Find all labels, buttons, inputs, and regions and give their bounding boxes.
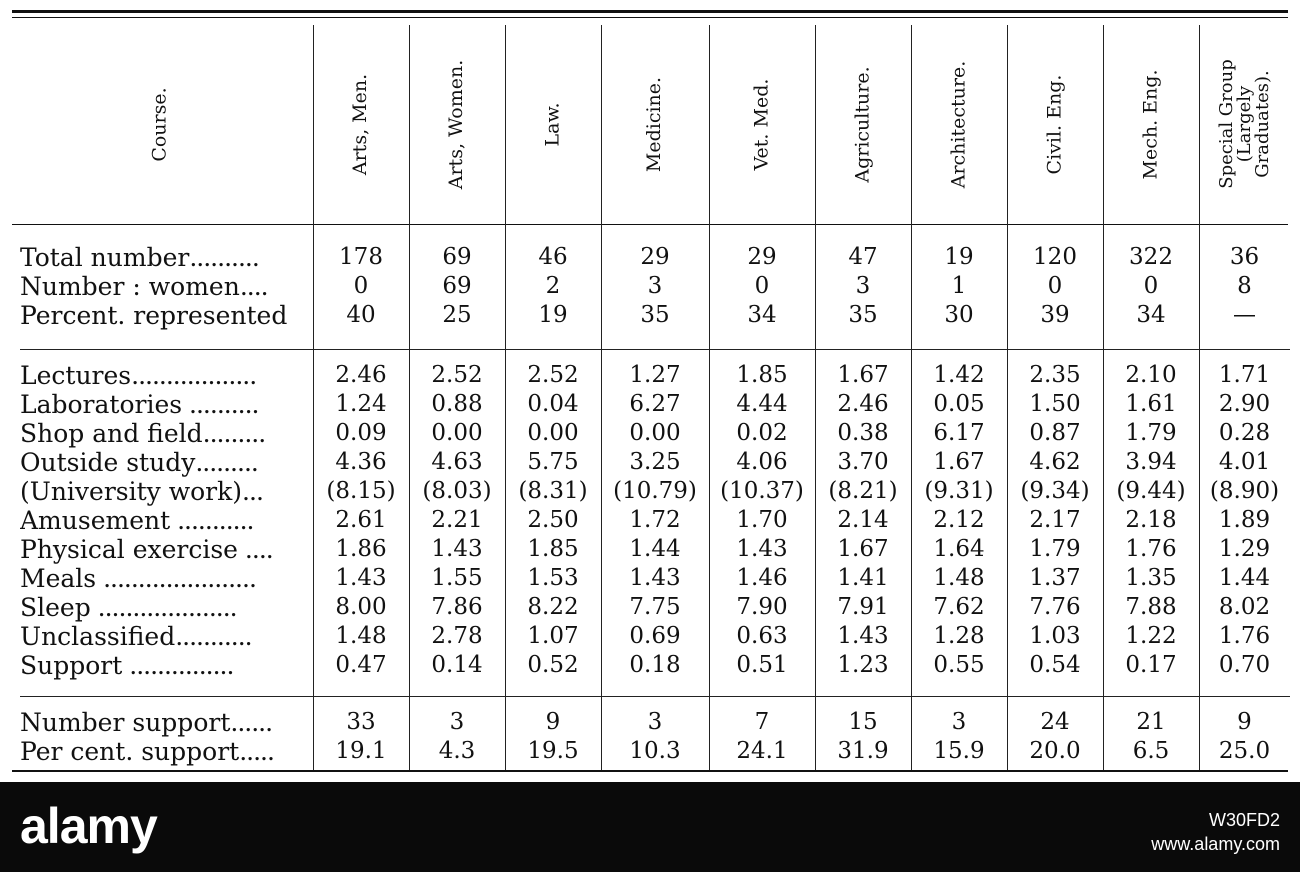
table-cell: 2.17 <box>1029 507 1081 533</box>
alamy-link: www.alamy.com <box>1151 834 1280 854</box>
table-cell: 69 <box>442 244 472 270</box>
column-header-label: Agriculture. <box>851 65 874 183</box>
row-label-meals <box>20 564 312 593</box>
table-cell: 1.48 <box>933 565 985 591</box>
top-rule <box>12 10 1288 13</box>
row-label-text: Number : women <box>20 272 240 301</box>
table-cell: (9.31) <box>924 478 994 504</box>
table-cell: 2 <box>545 273 561 299</box>
column-header-label: Special Group (Largely Graduates). <box>1215 59 1273 189</box>
table-cell: 8 <box>1237 273 1252 299</box>
table-cell: 3 <box>449 709 465 735</box>
table-cell: 0.69 <box>629 623 681 649</box>
table-cell: 1.76 <box>1125 536 1177 562</box>
table-cell: 0 <box>754 273 770 299</box>
table-cell: 0 <box>353 273 369 299</box>
alamy-image-id <box>1151 808 1280 856</box>
table-cell: 120 <box>1033 244 1077 270</box>
table-cell: 0.14 <box>431 652 483 678</box>
table-cell: 1.79 <box>1125 420 1177 446</box>
table-cell: 4.06 <box>736 449 788 475</box>
column-header-medicine <box>601 25 709 223</box>
watermark-bar <box>0 782 1300 872</box>
table-cell: 1.89 <box>1218 507 1271 533</box>
table-cell: 7.86 <box>431 594 483 620</box>
table-cell: 19 <box>944 244 974 270</box>
column-header-label: Vet. Med. <box>750 78 773 170</box>
table-cell: 8.02 <box>1218 594 1271 620</box>
table-cell: 2.52 <box>431 362 483 388</box>
table-cell: 1.50 <box>1029 391 1081 417</box>
table-cell: 4.63 <box>431 449 483 475</box>
table-cell: 1.44 <box>1218 565 1271 591</box>
column-header-mech-eng <box>1103 25 1199 223</box>
table-cell: 0.88 <box>431 391 483 417</box>
table-cell: 1.64 <box>933 536 985 562</box>
table-cell: 0 <box>1143 273 1159 299</box>
row-label-text: Shop and field <box>20 419 203 448</box>
row-label-text: Amusement <box>20 506 171 535</box>
row-label-university-work <box>20 477 312 506</box>
leader-dots: .... <box>239 272 268 301</box>
table-cell: 8.00 <box>335 594 387 620</box>
row-label-text: Physical exercise <box>20 535 238 564</box>
table-cell: 1.67 <box>837 362 889 388</box>
table-cell: 1.24 <box>335 391 387 417</box>
table-cell: 7.76 <box>1029 594 1081 620</box>
leader-dots: ........... <box>175 622 252 651</box>
table-cell: 1.86 <box>335 536 387 562</box>
row-label-laboratories <box>20 390 312 419</box>
column-header-label: Law. <box>541 102 564 146</box>
table-cell: (8.31) <box>518 478 588 504</box>
table-cell: 1.41 <box>837 565 889 591</box>
table-cell: 1.48 <box>335 623 387 649</box>
column-header-label: Arts, Women. <box>445 59 468 189</box>
column-header-label: Mech. Eng. <box>1139 69 1162 179</box>
table-cell: 1.43 <box>335 565 387 591</box>
table-cell: 3.70 <box>837 449 889 475</box>
table-cell: 31.9 <box>837 738 889 764</box>
table-cell: 1.55 <box>431 565 483 591</box>
table-cell: 2.35 <box>1029 362 1081 388</box>
row-label-lectures <box>20 361 312 390</box>
leader-dots: .................. <box>131 361 257 390</box>
table-cell: 1.53 <box>527 565 579 591</box>
table-cell: 0.63 <box>736 623 788 649</box>
column-header-law <box>505 25 601 223</box>
table-cell: 0.00 <box>527 420 579 446</box>
row-label-text: Sleep <box>20 593 91 622</box>
table-cell: 2.12 <box>933 507 985 533</box>
table-cell: 9 <box>1237 709 1252 735</box>
table-cell: 1.85 <box>527 536 579 562</box>
table-cell: 40 <box>346 302 376 328</box>
table-cell: 21 <box>1136 709 1166 735</box>
table-cell: 39 <box>1040 302 1070 328</box>
table-cell: 6.5 <box>1132 738 1170 764</box>
row-label-text: Lectures <box>20 361 132 390</box>
table-cell: 24.1 <box>736 738 788 764</box>
table-cell: (9.34) <box>1020 478 1090 504</box>
bottom-rule <box>12 770 1288 772</box>
row-label-text: Per cent. support <box>20 737 240 766</box>
table-cell: 0.09 <box>335 420 387 446</box>
table-cell: 1.85 <box>736 362 788 388</box>
table-cell: (9.44) <box>1116 478 1186 504</box>
table-cell: 25 <box>442 302 472 328</box>
column-header-vet-med <box>709 25 815 223</box>
table-cell: 2.46 <box>837 391 889 417</box>
table-cell: 1.43 <box>431 536 483 562</box>
table-cell: 322 <box>1129 244 1173 270</box>
table-cell: 24 <box>1040 709 1070 735</box>
table-cell: 7.91 <box>837 594 889 620</box>
leader-dots: .......... <box>182 390 259 419</box>
table-cell: 36 <box>1229 244 1260 270</box>
course-header <box>20 25 300 223</box>
table-cell: — <box>1233 302 1256 328</box>
leader-dots: ......... <box>195 448 258 477</box>
column-header-agriculture <box>815 25 911 223</box>
column-header-arts-women <box>409 25 505 223</box>
table-cell: 7 <box>754 709 770 735</box>
row-label-support <box>20 651 312 680</box>
table-cell: 2.21 <box>431 507 483 533</box>
column-header-label: Medicine. <box>643 76 666 172</box>
group2-divider <box>20 696 1290 697</box>
group1-divider <box>20 349 1290 350</box>
header-bottom-rule <box>12 224 1288 225</box>
row-label-text: Unclassified <box>20 622 176 651</box>
row-label-outside-study <box>20 448 312 477</box>
table-cell: 0.55 <box>933 652 985 678</box>
row-label-amusement <box>20 506 312 535</box>
table-cell: 9 <box>545 709 561 735</box>
table-cell: 1 <box>951 273 967 299</box>
table-cell: 0 <box>1047 273 1063 299</box>
table-cell: 7.75 <box>629 594 681 620</box>
table-cell: 10.3 <box>629 738 681 764</box>
table-cell: 0.28 <box>1218 420 1271 446</box>
row-label-sleep <box>20 593 312 622</box>
table-cell: 35 <box>848 302 878 328</box>
table-cell: 7.90 <box>736 594 788 620</box>
table-cell: 69 <box>442 273 472 299</box>
leader-dots: ... <box>242 477 263 506</box>
table-cell: 30 <box>944 302 974 328</box>
row-label-text: (University work) <box>20 477 243 506</box>
table-cell: 15 <box>848 709 878 735</box>
table-cell: 6.27 <box>629 391 681 417</box>
alamy-logo: alamy <box>20 798 157 854</box>
table-cell: 1.46 <box>736 565 788 591</box>
table-cell: 1.23 <box>837 652 889 678</box>
table-cell: 1.71 <box>1218 362 1271 388</box>
table-cell: 0.87 <box>1029 420 1081 446</box>
table-cell: 0.02 <box>736 420 788 446</box>
table-cell: 1.37 <box>1029 565 1081 591</box>
table-cell: 3 <box>951 709 967 735</box>
table-cell: 0.38 <box>837 420 889 446</box>
leader-dots: ..... <box>239 737 274 766</box>
table-cell: 19.1 <box>335 738 387 764</box>
table-cell: 8.22 <box>527 594 579 620</box>
table-cell: 1.22 <box>1125 623 1177 649</box>
table-cell: (8.90) <box>1209 478 1280 504</box>
table-cell: 2.78 <box>431 623 483 649</box>
column-header-label: Civil. Eng. <box>1043 74 1066 174</box>
row-label-text: Percent. represented <box>20 301 288 330</box>
table-cell: 0.70 <box>1218 652 1271 678</box>
table-cell: 3.94 <box>1125 449 1177 475</box>
leader-dots: ............... <box>122 651 234 680</box>
table-cell: 0.52 <box>527 652 579 678</box>
row-label-text: Outside study <box>20 448 196 477</box>
column-header-label: Architecture. <box>947 60 970 188</box>
table-cell: 6.17 <box>933 420 985 446</box>
table-cell: 1.67 <box>933 449 985 475</box>
table-cell: 7.62 <box>933 594 985 620</box>
column-header-architecture <box>911 25 1007 223</box>
row-label-shop-and-field <box>20 419 312 448</box>
table-cell: 1.03 <box>1029 623 1081 649</box>
table-cell: (10.79) <box>613 478 697 504</box>
row-label-total-number <box>20 243 312 272</box>
table-cell: 4.3 <box>438 738 476 764</box>
column-header-special-group-largely-graduates <box>1199 25 1290 223</box>
table-cell: 2.90 <box>1218 391 1271 417</box>
row-label-text: Support <box>20 651 123 680</box>
table-cell: 2.10 <box>1125 362 1177 388</box>
column-header-arts-men <box>313 25 409 223</box>
row-label-text: Meals <box>20 564 97 593</box>
image-id: W30FD2 <box>1208 810 1280 830</box>
row-label-unclassified <box>20 622 312 651</box>
row-label-text: Laboratories <box>20 390 183 419</box>
table-cell: 1.61 <box>1125 391 1177 417</box>
row-label-number-support <box>20 708 312 737</box>
table-cell: 4.01 <box>1218 449 1271 475</box>
row-label-physical-exercise <box>20 535 312 564</box>
column-header-civil-eng <box>1007 25 1103 223</box>
table-cell: 1.42 <box>933 362 985 388</box>
table-cell: 25.0 <box>1218 738 1271 764</box>
table-cell: 1.28 <box>933 623 985 649</box>
table-cell: 4.44 <box>736 391 788 417</box>
table-cell: 2.61 <box>335 507 387 533</box>
table-cell: 46 <box>538 244 568 270</box>
table-cell: 0.04 <box>527 391 579 417</box>
table-cell: 1.79 <box>1029 536 1081 562</box>
table-cell: 3.25 <box>629 449 681 475</box>
table-cell: 47 <box>848 244 878 270</box>
table-cell: (8.03) <box>422 478 492 504</box>
table-cell: 34 <box>1136 302 1166 328</box>
table-cell: 3 <box>647 273 663 299</box>
leader-dots: .......... <box>189 243 259 272</box>
leader-dots: .... <box>237 535 273 564</box>
table-cell: 178 <box>339 244 383 270</box>
table-cell: 0.47 <box>335 652 387 678</box>
table-cell: (8.15) <box>326 478 396 504</box>
table-cell: 2.14 <box>837 507 889 533</box>
table-cell: 29 <box>747 244 777 270</box>
table-cell: 1.43 <box>736 536 788 562</box>
table-cell: 7.88 <box>1125 594 1177 620</box>
table-cell: 1.43 <box>837 623 889 649</box>
table-cell: 1.70 <box>736 507 788 533</box>
table-cell: 1.27 <box>629 362 681 388</box>
table-cell: (8.21) <box>828 478 898 504</box>
table-cell: 19.5 <box>527 738 579 764</box>
course-header-label: Course. <box>148 86 171 162</box>
table-cell: 3 <box>855 273 871 299</box>
leader-dots: ........... <box>170 506 254 535</box>
table-cell: 1.67 <box>837 536 889 562</box>
table-cell: 2.50 <box>527 507 579 533</box>
table-cell: 1.07 <box>527 623 579 649</box>
table-cell: 29 <box>640 244 670 270</box>
table-cell: 1.72 <box>629 507 681 533</box>
table-cell: 4.36 <box>335 449 387 475</box>
row-label-text: Total number <box>20 243 190 272</box>
table-cell: (10.37) <box>720 478 804 504</box>
table-cell: 0.51 <box>736 652 788 678</box>
table-cell: 3 <box>647 709 663 735</box>
table-cell: 34 <box>747 302 777 328</box>
table-cell: 1.44 <box>629 536 681 562</box>
table-cell: 1.35 <box>1125 565 1177 591</box>
leader-dots: ...... <box>230 708 273 737</box>
table-cell: 0.00 <box>431 420 483 446</box>
leader-dots: ......... <box>202 419 266 448</box>
column-header-label: Arts, Men. <box>349 73 372 175</box>
table-cell: 1.76 <box>1218 623 1271 649</box>
row-label-text: Number support <box>20 708 231 737</box>
table-cell: 2.52 <box>527 362 579 388</box>
table-cell: 4.62 <box>1029 449 1081 475</box>
table-cell: 0.00 <box>629 420 681 446</box>
row-label-percent-represented <box>20 301 312 330</box>
table-cell: 20.0 <box>1029 738 1081 764</box>
table-cell: 2.46 <box>335 362 387 388</box>
row-label-number-women <box>20 272 312 301</box>
table-cell: 15.9 <box>933 738 985 764</box>
table-cell: 0.17 <box>1125 652 1177 678</box>
row-label-per-cent-support <box>20 737 312 766</box>
table-cell: 19 <box>538 302 568 328</box>
table-cell: 2.18 <box>1125 507 1177 533</box>
table-cell: 0.18 <box>629 652 681 678</box>
table-cell: 1.43 <box>629 565 681 591</box>
leader-dots: ...................... <box>96 564 256 593</box>
table-cell: 5.75 <box>527 449 579 475</box>
table-cell: 0.05 <box>933 391 985 417</box>
top-rule-thin <box>12 17 1288 18</box>
table-cell: 33 <box>346 709 376 735</box>
leader-dots: .................... <box>90 593 237 622</box>
table-cell: 0.54 <box>1029 652 1081 678</box>
table-cell: 35 <box>640 302 670 328</box>
table-cell: 1.29 <box>1218 536 1271 562</box>
